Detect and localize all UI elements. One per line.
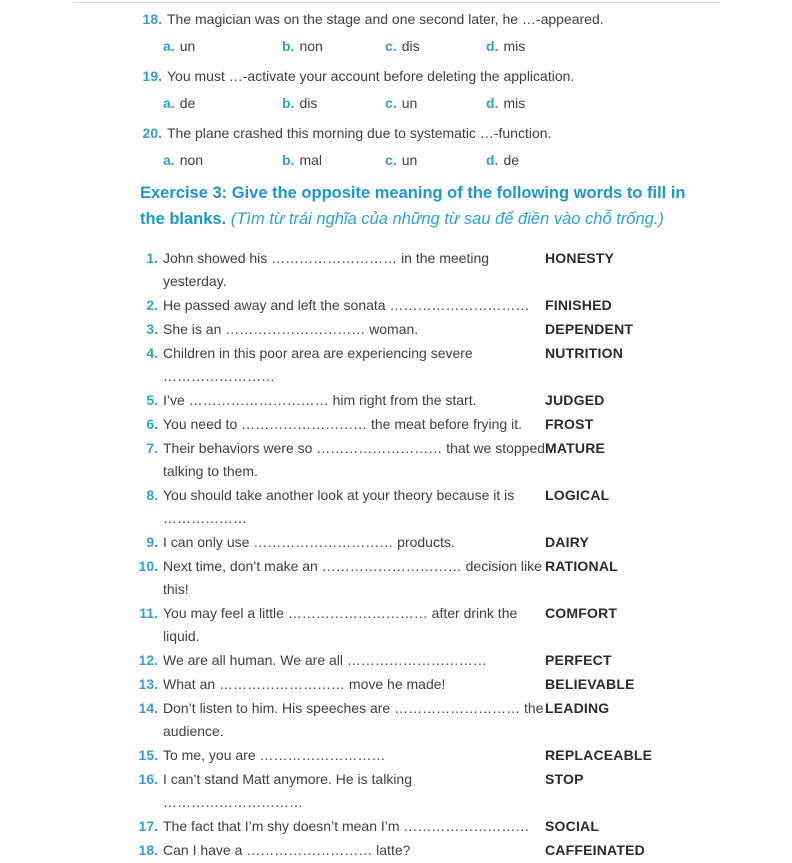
option-letter: b. bbox=[282, 95, 295, 111]
item-keyword: NUTRITION bbox=[545, 345, 624, 361]
option-text: un bbox=[401, 95, 418, 111]
list-item bbox=[140, 294, 730, 317]
option-letter: b. bbox=[282, 152, 295, 168]
list-item bbox=[140, 247, 730, 293]
item-text: I’ve ………………………… him right from the start. bbox=[163, 392, 477, 408]
item-number: 16. bbox=[138, 771, 158, 787]
item-keyword: PERFECT bbox=[545, 652, 612, 668]
exercise-heading-vietnamese: (Tìm từ trái nghĩa của những từ sau để điền vào chỗ trống.) bbox=[230, 210, 664, 228]
option-text: mis bbox=[503, 95, 526, 111]
list-item bbox=[140, 484, 730, 530]
item-number: 1. bbox=[146, 250, 158, 266]
option-a bbox=[163, 150, 282, 170]
item-number: 12. bbox=[138, 652, 158, 668]
item-keyword: HONESTY bbox=[545, 250, 615, 266]
option-a bbox=[163, 93, 282, 113]
item-number: 2. bbox=[146, 297, 158, 313]
list-item bbox=[140, 531, 730, 554]
option-text: dis bbox=[299, 95, 318, 111]
exercise-list bbox=[140, 247, 730, 862]
item-text: We are all human. We are all ………………………… bbox=[163, 652, 487, 668]
item-keyword: CAFFEINATED bbox=[545, 842, 645, 858]
list-item bbox=[140, 815, 730, 838]
item-text: Can I have a ……………………… latte? bbox=[163, 842, 411, 858]
option-text: dis bbox=[401, 38, 420, 54]
question-row bbox=[140, 123, 730, 143]
question-number: 19. bbox=[142, 68, 162, 84]
option-d bbox=[486, 93, 525, 113]
option-text: mis bbox=[503, 38, 526, 54]
option-letter: d. bbox=[486, 95, 499, 111]
options-row bbox=[163, 93, 730, 113]
item-number: 15. bbox=[138, 747, 158, 763]
item-text: John showed his ……………………… in the meeting yesterday. bbox=[163, 250, 490, 289]
question-text: The plane crashed this morning due to systematic …-function. bbox=[167, 125, 552, 141]
item-keyword: FINISHED bbox=[545, 297, 612, 313]
list-item bbox=[140, 649, 730, 672]
option-c bbox=[385, 150, 486, 170]
option-letter: c. bbox=[385, 38, 397, 54]
item-text: He passed away and left the sonata ………………………… bbox=[163, 297, 530, 313]
option-b bbox=[282, 93, 385, 113]
item-number: 17. bbox=[138, 818, 158, 834]
item-number: 13. bbox=[138, 676, 158, 692]
option-letter: b. bbox=[282, 38, 295, 54]
option-c bbox=[385, 93, 486, 113]
item-text: Next time, don’t make an ………………………… decision like this! bbox=[163, 558, 542, 597]
item-text: You need to ……………………… the meat before frying it. bbox=[163, 416, 522, 432]
list-item bbox=[140, 437, 730, 483]
workbook-page bbox=[140, 9, 730, 863]
item-text: The fact that I’m shy doesn’t mean I’m ……………………… bbox=[163, 818, 530, 834]
list-item bbox=[140, 342, 730, 388]
item-text: I can’t stand Matt anymore. He is talking ………………………… bbox=[163, 771, 412, 810]
item-number: 4. bbox=[146, 345, 158, 361]
option-b bbox=[282, 36, 385, 56]
option-letter: a. bbox=[163, 38, 175, 54]
item-number: 8. bbox=[146, 487, 158, 503]
list-item bbox=[140, 318, 730, 341]
item-keyword: LOGICAL bbox=[545, 487, 610, 503]
item-number: 14. bbox=[138, 700, 158, 716]
item-keyword: JUDGED bbox=[545, 392, 605, 408]
item-number: 9. bbox=[146, 534, 158, 550]
item-keyword: DAIRY bbox=[545, 534, 590, 550]
list-item bbox=[140, 413, 730, 436]
option-d bbox=[486, 150, 519, 170]
item-keyword: MATURE bbox=[545, 440, 606, 456]
option-b bbox=[282, 150, 385, 170]
option-letter: d. bbox=[486, 38, 499, 54]
item-number: 5. bbox=[146, 392, 158, 408]
item-keyword: BELIEVABLE bbox=[545, 676, 635, 692]
option-text: mal bbox=[299, 152, 323, 168]
list-item bbox=[140, 673, 730, 696]
option-letter: c. bbox=[385, 152, 397, 168]
options-row bbox=[163, 36, 730, 56]
question-number: 18. bbox=[142, 11, 162, 27]
item-keyword: STOP bbox=[545, 771, 584, 787]
option-text: de bbox=[179, 95, 196, 111]
option-a bbox=[163, 36, 282, 56]
exercise-heading bbox=[140, 180, 706, 232]
list-item bbox=[140, 768, 730, 814]
item-text: What an ……………………… move he made! bbox=[163, 676, 446, 692]
item-keyword: REPLACEABLE bbox=[545, 747, 653, 763]
question-text: The magician was on the stage and one second later, he …-appeared. bbox=[167, 11, 604, 27]
question-row bbox=[140, 66, 730, 86]
option-text: un bbox=[401, 152, 418, 168]
option-letter: c. bbox=[385, 95, 397, 111]
item-number: 18. bbox=[138, 842, 158, 858]
item-number: 3. bbox=[146, 321, 158, 337]
question-row bbox=[140, 9, 730, 29]
item-text: You may feel a little ………………………… after drink the liquid. bbox=[163, 605, 518, 644]
option-letter: a. bbox=[163, 95, 175, 111]
item-text: You should take another look at your theory because it is ……………… bbox=[163, 487, 515, 526]
item-text: Their behaviors were so ……………………… that we stopped talking to them. bbox=[163, 440, 546, 479]
item-number: 11. bbox=[139, 605, 158, 621]
question-text: You must …-activate your account before deleting the application. bbox=[167, 68, 575, 84]
item-keyword: COMFORT bbox=[545, 605, 618, 621]
option-letter: a. bbox=[163, 152, 175, 168]
item-keyword: LEADING bbox=[545, 700, 610, 716]
item-keyword: RATIONAL bbox=[545, 558, 618, 574]
item-text: She is an ………………………… woman. bbox=[163, 321, 419, 337]
item-keyword: SOCIAL bbox=[545, 818, 600, 834]
exercise-heading-english: Exercise 3: Give the opposite meaning of the following words to fill in the blanks. bbox=[140, 184, 686, 228]
list-item bbox=[140, 555, 730, 601]
option-letter: d. bbox=[486, 152, 499, 168]
item-text: Don’t listen to him. His speeches are ……………………… the audience. bbox=[163, 700, 544, 739]
option-text: un bbox=[179, 38, 196, 54]
list-item bbox=[140, 697, 730, 743]
page-top-rule bbox=[73, 2, 720, 3]
option-c bbox=[385, 36, 486, 56]
option-text: non bbox=[179, 152, 204, 168]
option-d bbox=[486, 36, 525, 56]
item-keyword: DEPENDENT bbox=[545, 321, 634, 337]
item-keyword: FROST bbox=[545, 416, 594, 432]
option-text: non bbox=[299, 38, 323, 54]
question-number: 20. bbox=[142, 125, 162, 141]
option-text: de bbox=[503, 152, 520, 168]
options-row bbox=[163, 150, 730, 170]
item-text: To me, you are ……………………… bbox=[163, 747, 386, 763]
list-item bbox=[140, 602, 730, 648]
item-number: 7. bbox=[146, 440, 158, 456]
item-number: 6. bbox=[146, 416, 158, 432]
item-number: 10. bbox=[138, 558, 158, 574]
list-item bbox=[140, 744, 730, 767]
item-text: Children in this poor area are experiencing severe …………………… bbox=[163, 345, 473, 384]
list-item bbox=[140, 389, 730, 412]
list-item bbox=[140, 839, 730, 862]
item-text: I can only use ………………………… products. bbox=[163, 534, 455, 550]
